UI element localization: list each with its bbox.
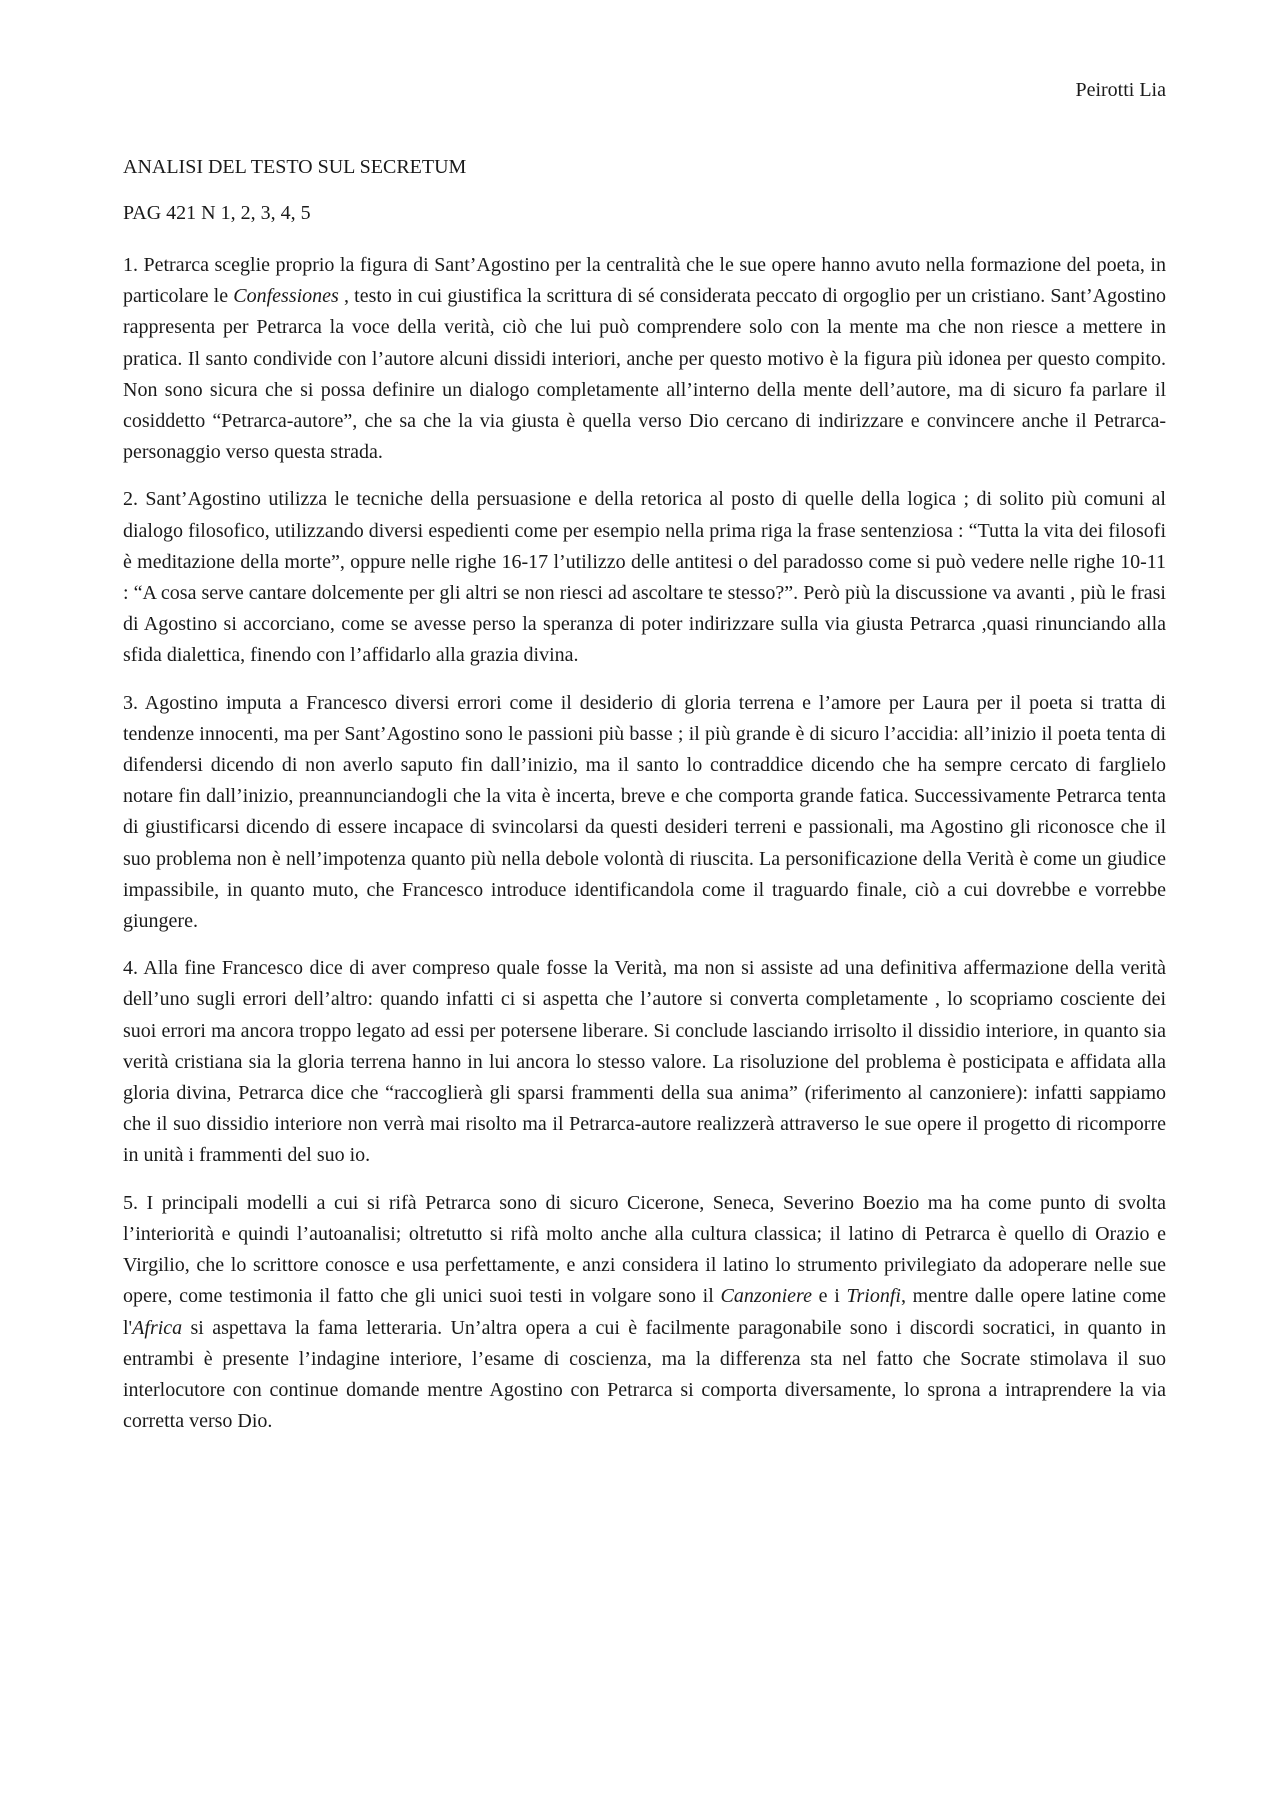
answer-paragraph-5 <box>123 1188 1166 1438</box>
paragraph-text: 3. Agostino imputa a Francesco diversi errori come il desiderio di gloria terrena e l’amore per Laura per il poeta si tratta di tendenze innocenti, ma per Sant’Agostino sono le passioni più basse ; il più grande è di sicuro l’accidia: all’inizio il poeta tenta di difendersi dicendo di non averlo saputo fin dall’inizio, ma il santo lo contraddice dicendo che ha sempre cercato di farglielo notare fin dall’inizio, preannunciandogli che la vita è incerta, breve e che comporta grande fatica. Successivamente Petrarca tenta di giustificarsi dicendo di essere incapace di svincolarsi da questi desideri terreni e passionali, ma Agostino gli riconosce che il suo problema non è nell’impotenza quanto più nella debole volontà di riuscita. La personificazione della Verità è come un giudice impassibile, in quanto muto, che Francesco introduce identificandola come il traguardo finale, ciò a cui dovrebbe e vorrebbe giungere. <box>123 691 1166 933</box>
paragraph-text: si aspettava la fama letteraria. Un’altra opera a cui è facilmente paragonabile sono i discordi socratici, in quanto in entrambi è presente l’indagine interiore, l’esame di coscienza, ma la differenza sta nel fatto che Socrate stimolava il suo interlocutore con continue domande mentre Agostino con Petrarca si comporta diversamente, lo sprona a intraprendere la via corretta verso Dio. <box>123 1316 1166 1433</box>
document-title: ANALISI DEL TESTO SUL SECRETUM <box>123 156 467 178</box>
italic-work-title: Canzoniere <box>720 1285 812 1308</box>
document-body <box>123 155 1166 1453</box>
author-name: Peirotti Lia <box>1075 79 1166 101</box>
paragraph-text: , mentre dalle opere latine come l' <box>123 1285 1167 1339</box>
paragraph-text: 1. Petrarca sceglie proprio la figura di Sant’Agostino per la centralità che le sue opere hanno avuto nella formazione del poeta, in particolare le <box>123 254 1166 308</box>
paragraph-text: , testo in cui giustifica la scrittura di sé considerata peccato di orgoglio per un cristiano. Sant’Agostino rappresenta per Petrarca la voce della verità, ciò che lui può comprendere solo con la mente ma che non riesce a mettere in pratica. Il santo condivide con l’autore alcuni dissidi interiori, anche per questo motivo è la figura più idonea per questo compito. Non sono sicura che si possa definire un dialogo completamente all’interno della mente dell’autore, ma di sicuro fa parlare il cosiddetto “Petrarca-autore”, che sa che la via giusta è quella verso Dio cercano di indirizzare e convincere anche il Petrarca-personaggio verso questa strada. <box>123 285 1166 464</box>
paragraph-text: 4. Alla fine Francesco dice di aver compreso quale fosse la Verità, ma non si assiste ad una definitiva affermazione della verità dell’uno sugli errori dell’altro: quando infatti ci si aspetta che l’autore si converta completamente , lo scopriamo cosciente dei suoi errori ma ancora troppo legato ad essi per potersene liberare. Si conclude lasciando irrisolto il dissidio interiore, in quanto sia verità cristiana sia la gloria terrena hanno in lui ancora lo stesso valore. La risoluzione del problema è posticipata e affidata alla gloria divina, Petrarca dice che “raccoglierà gli sparsi frammenti della sua anima” (riferimento al canzoniere): infatti sappiamo che il suo dissidio interiore non verrà mai risolto ma il Petrarca-autore realizzerà attraverso le sue opere il progetto di ricomporre in unità i frammenti del suo io. <box>123 957 1166 1167</box>
italic-work-title: Confessiones <box>233 285 339 308</box>
answer-paragraph-3 <box>123 688 1166 938</box>
paragraph-text: 5. I principali modelli a cui si rifà Petrarca sono di sicuro Cicerone, Seneca, Severino Boezio ma ha come punto di svolta l’interiorità e quindi l’autoanalisi; oltretutto si rifà molto anche alla cultura classica; il latino di Petrarca è quello di Orazio e Virgilio, che lo scrittore conosce e usa perfettamente, e anzi considera il latino lo strumento privilegiato da adoperare nelle sue opere, come testimonia il fatto che gli unici suoi testi in volgare sono il <box>123 1191 1166 1308</box>
answer-paragraph-4 <box>123 953 1166 1171</box>
paragraph-text: 2. Sant’Agostino utilizza le tecniche della persuasione e della retorica al posto di quelle della logica ; di solito più comuni al dialogo filosofico, utilizzando diversi espedienti come per esempio nella prima riga la frase sentenziosa : “Tutta la vita dei filosofi è meditazione della morte”, oppure nelle righe 16-17 l’utilizzo delle antitesi o del paradosso come si può vedere nelle righe 10-11 : “A cosa serve cantare dolcemente per gli altri se non riesci ad ascoltare te stesso?”. Però più la discussione va avanti , più le frasi di Agostino si accorciano, come se avesse perso la speranza di poter indirizzare sulla via giusta Petrarca ,quasi rinunciando alla sfida dialettica, finendo con l’affidarlo alla grazia divina. <box>123 488 1166 667</box>
answer-paragraph-1 <box>123 250 1166 468</box>
italic-work-title: Trionfi <box>846 1285 901 1308</box>
document-subtitle: PAG 421 N 1, 2, 3, 4, 5 <box>123 202 311 224</box>
italic-work-title: Africa <box>132 1316 183 1339</box>
answer-paragraph-2 <box>123 484 1166 671</box>
paragraph-text: e i <box>811 1285 847 1308</box>
